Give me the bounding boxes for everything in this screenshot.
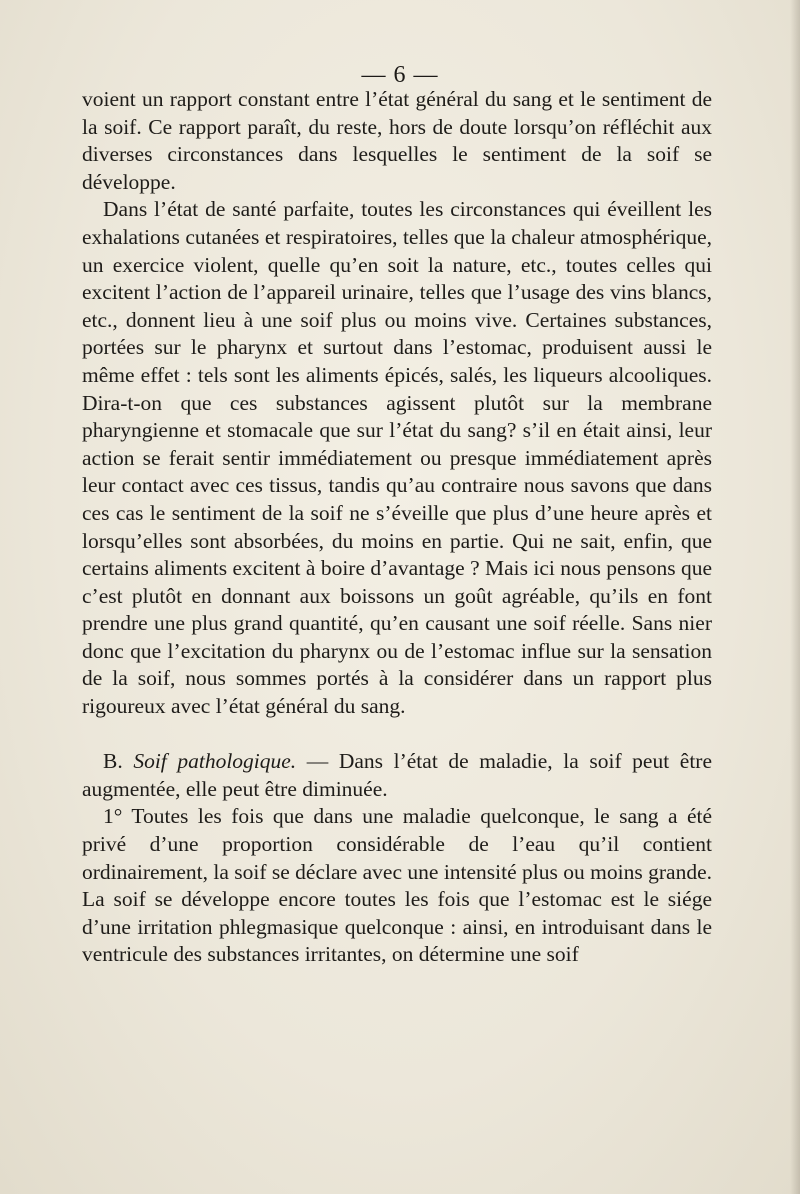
paragraph-continuation: voient un rapport constant entre l’état général du sang et le sentiment de la soif. Ce rapport paraît, du reste, hors de doute lorsqu’on réfléchit aux diverses circonstances dans lesquelles le sentiment de la soif se développe. [82, 87, 712, 194]
body-text [82, 86, 712, 969]
section-heading: Soif pathologique. [133, 749, 297, 774]
paragraph-point-one: 1° Toutes les fois que dans une maladie quelconque, le sang a été privé d’une proportion considérable de l’eau qu’il contient ordinairement, la soif se déclare avec une intensité plus ou moins grande. La soif se développe encore toutes les fois que l’estomac est le siége d’une irritation phlegmasique quelconque : ainsi, en introduisant dans le ventricule des substances irritantes, on détermine une soif [82, 804, 712, 967]
page-edge-shadow [790, 0, 800, 1194]
paragraph-physiological-thirst: Dans l’état de santé parfaite, toutes les circonstances qui éveillent les exhalations cutanées et respiratoires, telles que la chaleur atmosphérique, un exercice violent, quelle qu’en soit la nature, etc., toutes celles qui excitent l’action de l’appareil urinaire, telles que l’usage des vins blancs, etc., donnent lieu à une soif plus ou moins vive. Certaines substances, portées sur le pharynx et surtout dans l’estomac, produisent aussi le même effet : tels sont les aliments épicés, salés, les liqueurs alcooliques. Dira-t-on que ces substances agissent plutôt sur la membrane pharyngienne et stomacale que sur l’état du sang? s’il en était ainsi, leur action se ferait sentir immédiatement ou presque immédiatement après leur contact avec ces tissus, tandis qu’au contraire nous savons que dans ces cas le sentiment de la soif ne s’éveille que plus d’une heure après et lorsqu’elles sont absorbées, du moins en partie. Qui ne sait, enfin, que certains aliments excitent à boire d’avantage ? Mais ici nous pensons que c’est plutôt en donnant aux boissons un goût agréable, qu’ils en font prendre une plus grand quantité, qu’en causant une soif réelle. Sans nier donc que l’excitation du pharynx ou de l’estomac influe sur la sensation de la soif, nous sommes portés à la considérer dans un rapport plus rigoureux avec l’état général du sang. [82, 197, 712, 719]
page-number: — 6 — [361, 62, 439, 88]
section-intro: — Dans l’état de maladie, la soif peut être augmentée, elle peut être diminuée. [82, 749, 712, 801]
section-letter: B. [103, 749, 134, 774]
paragraph-pathological-thirst [82, 748, 712, 803]
